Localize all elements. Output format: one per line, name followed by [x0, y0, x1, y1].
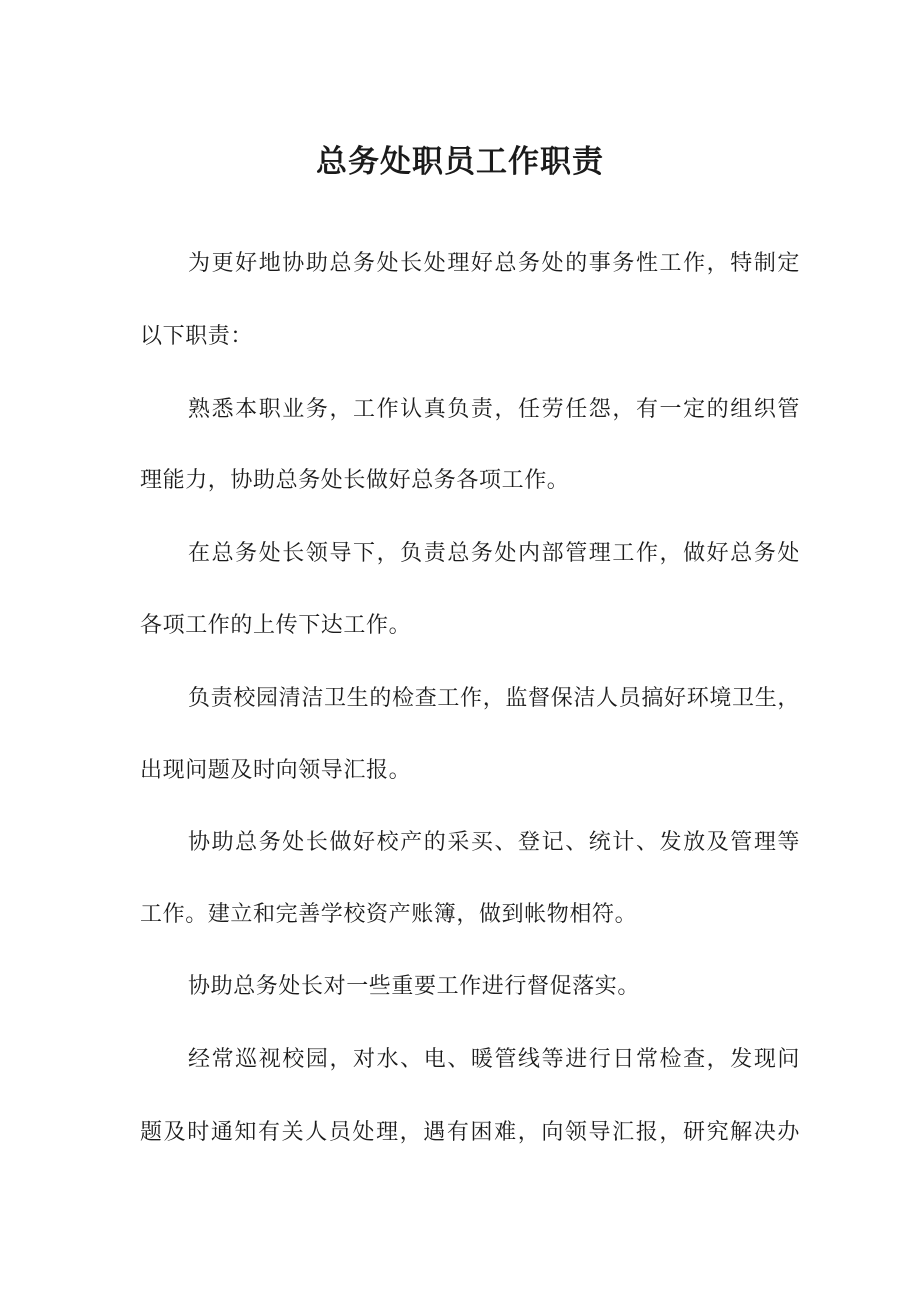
- paragraph-line: 熟悉本职业务，工作认真负责，任劳任怨，有一定的组织管: [188, 397, 800, 422]
- document-title: 总务处职员工作职责: [316, 144, 604, 180]
- paragraph-line: 协助总务处长对一些重要工作进行督促落实。: [188, 974, 641, 999]
- paragraph-line: 各项工作的上传下达工作。: [140, 613, 412, 638]
- paragraph-line: 在总务处长领导下，负责总务处内部管理工作，做好总务处: [188, 541, 800, 566]
- paragraph-line: 负责校园清洁卫生的检查工作，监督保洁人员搞好环境卫生，: [188, 686, 800, 711]
- paragraph-line: 以下职责：: [140, 324, 254, 349]
- paragraph-line: 协助总务处长做好校产的采买、登记、统计、发放及管理等: [188, 830, 800, 855]
- paragraph-line: 经常巡视校园，对水、电、暖管线等进行日常检查，发现问: [188, 1047, 800, 1072]
- paragraph-line: 工作。建立和完善学校资产账簿，做到帐物相符。: [140, 902, 638, 927]
- paragraph-line: 为更好地协助总务处长处理好总务处的事务性工作，特制定: [188, 251, 800, 276]
- paragraph-line: 出现问题及时向领导汇报。: [140, 758, 412, 783]
- paragraph-line: 题及时通知有关人员处理，遇有困难，向领导汇报，研究解决办: [140, 1120, 800, 1145]
- paragraph-line: 理能力，协助总务处长做好总务各项工作。: [140, 468, 570, 493]
